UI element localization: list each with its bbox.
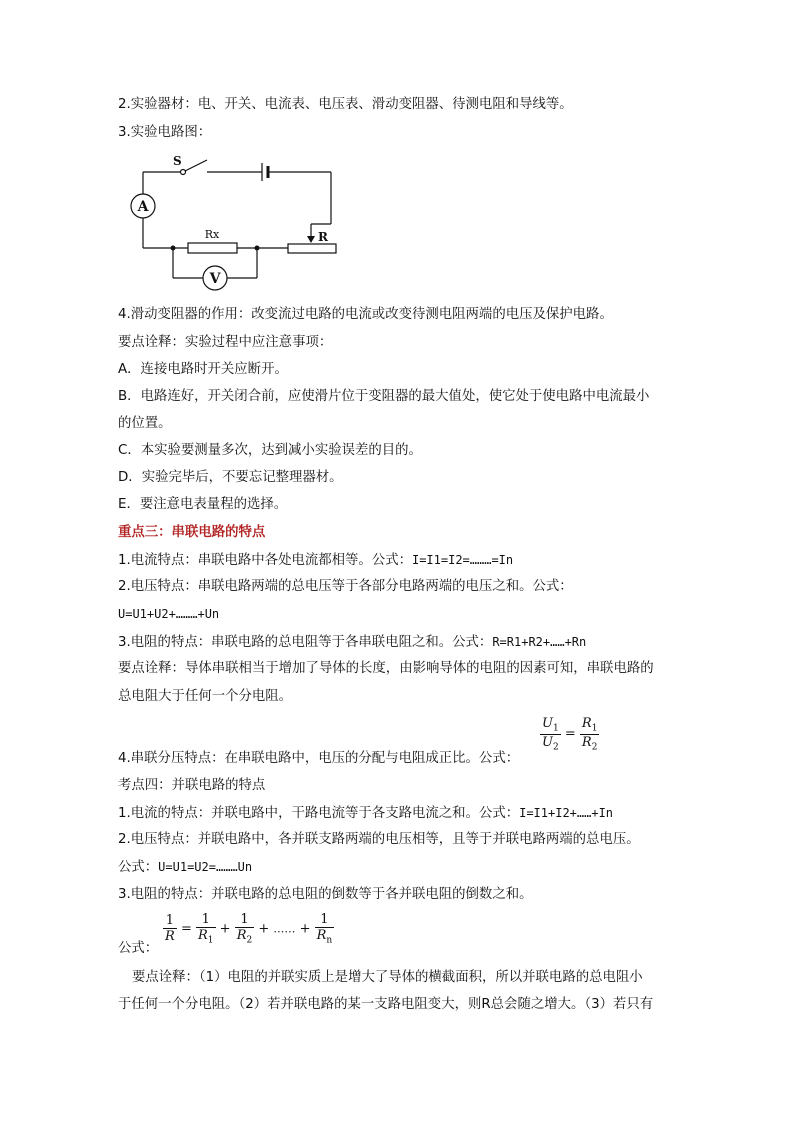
formula-text: I=I1=I2=………=In bbox=[411, 553, 514, 567]
text-line: 2.实验器材：电、开关、电流表、电压表、滑动变阻器、待测电阻和导线等。 bbox=[118, 97, 573, 112]
text-segment: 1.电流特点：串联电路中各处电流都相等。公式： bbox=[118, 553, 412, 568]
ellipsis: …… bbox=[273, 922, 296, 936]
text-line: 4.串联分压特点：在串联电路中，电压的分配与电阻成正比。公式： bbox=[118, 751, 520, 766]
formula-text: U=U1=U2=………Un bbox=[158, 860, 253, 874]
plus-sign: + bbox=[219, 921, 231, 937]
section-heading: 重点三：串联电路的特点 bbox=[118, 525, 266, 540]
fraction bbox=[580, 716, 600, 752]
text-line: D．实验完毕后，不要忘记整理器材。 bbox=[118, 470, 343, 485]
formula-text: U=U1+U2+………+Un bbox=[118, 607, 220, 621]
text-line: 3.实验电路图： bbox=[118, 125, 212, 140]
text-line bbox=[118, 804, 613, 823]
text-line bbox=[118, 858, 252, 877]
subscript: 2 bbox=[591, 742, 598, 753]
voltage-divider-formula bbox=[540, 716, 599, 752]
symbol: U bbox=[542, 734, 553, 750]
subscript: 2 bbox=[552, 742, 559, 753]
text-line: E．要注意电表量程的选择。 bbox=[118, 497, 288, 512]
switch-label: S bbox=[173, 154, 182, 168]
text-line bbox=[118, 633, 586, 652]
resistor-label: Rx bbox=[204, 228, 220, 241]
text-line bbox=[118, 551, 513, 570]
equals-sign: = bbox=[564, 726, 576, 742]
fraction bbox=[540, 716, 561, 752]
text-line: 要点诠释：（1）电阻的并联实质上是增大了导体的横截面积，所以并联电路的总电阻小 bbox=[132, 970, 643, 985]
plus-sign: + bbox=[299, 921, 311, 937]
text-segment: 公式： bbox=[118, 860, 159, 875]
text-line: 3.电阻的特点：并联电路的总电阻的倒数等于各并联电阻的倒数之和。 bbox=[118, 887, 533, 902]
text-line: 的位置。 bbox=[118, 416, 172, 431]
text-line: A．连接电路时开关应断开。 bbox=[118, 362, 288, 377]
fraction: $\frac{1}{R_n}$ bbox=[316, 912, 333, 946]
formula-text: R=R1+R2+……+Rn bbox=[492, 635, 587, 649]
text-line: C．本实验要测量多次，达到减小实验误差的目的。 bbox=[118, 443, 422, 458]
formula-text: I=I1+I2+……+In bbox=[519, 806, 614, 820]
symbol: R bbox=[581, 734, 592, 750]
fraction: $\frac{1}{R_1}$ bbox=[197, 912, 214, 946]
text-line: 4.滑动变阻器的作用：改变流过电路的电流或改变待测电阻两端的电压及保护电路。 bbox=[118, 307, 613, 322]
subscript: 1 bbox=[552, 723, 559, 734]
fraction: $\frac{1}{R_2}$ bbox=[236, 912, 253, 946]
text-line: B．电路连好，开关闭合前，应使滑片位于变阻器的最大值处，使它处于使电路中电流最小 bbox=[118, 389, 650, 404]
text-segment: 1.电流的特点：并联电路中，干路电流等于各支路电流之和。公式： bbox=[118, 806, 520, 821]
ammeter-label: A bbox=[137, 199, 149, 215]
circuit-diagram bbox=[125, 152, 345, 292]
text-line: 2.电压特点：串联电路两端的总电压等于各部分电路两端的电压之和。公式： bbox=[118, 579, 573, 594]
symbol: U bbox=[542, 716, 553, 731]
text-line: 要点诠释：实验过程中应注意事项： bbox=[118, 335, 333, 350]
text-line: 公式： bbox=[118, 941, 159, 956]
plus-sign: + bbox=[258, 921, 270, 937]
equals-sign: = bbox=[180, 921, 192, 937]
rheostat-label: R bbox=[318, 230, 328, 244]
text-line: 于任何一个分电阻。（2）若并联电路的某一支路电阻变大，则R总会随之增大。（3）若只有 bbox=[118, 997, 654, 1012]
symbol: R bbox=[581, 716, 592, 731]
fraction: $\frac{1}{R}$ bbox=[165, 913, 175, 945]
parallel-resistance-formula bbox=[163, 912, 334, 946]
text-segment: 3.电阻的特点：串联电路的总电阻等于各串联电阻之和。公式： bbox=[118, 635, 493, 650]
text-line: 要点诠释：导体串联相当于增加了导体的长度，由影响导体的电阻的因素可知，串联电路的 bbox=[118, 661, 654, 676]
voltmeter-label: V bbox=[209, 271, 221, 287]
text-line: 2.电压特点：并联电路中，各并联支路两端的电压相等，且等于并联电路两端的总电压。 bbox=[118, 832, 640, 847]
subscript: 1 bbox=[591, 723, 598, 734]
text-line: 总电阻大于任何一个分电阻。 bbox=[118, 689, 293, 704]
text-line: 考点四：并联电路的特点 bbox=[118, 778, 266, 793]
